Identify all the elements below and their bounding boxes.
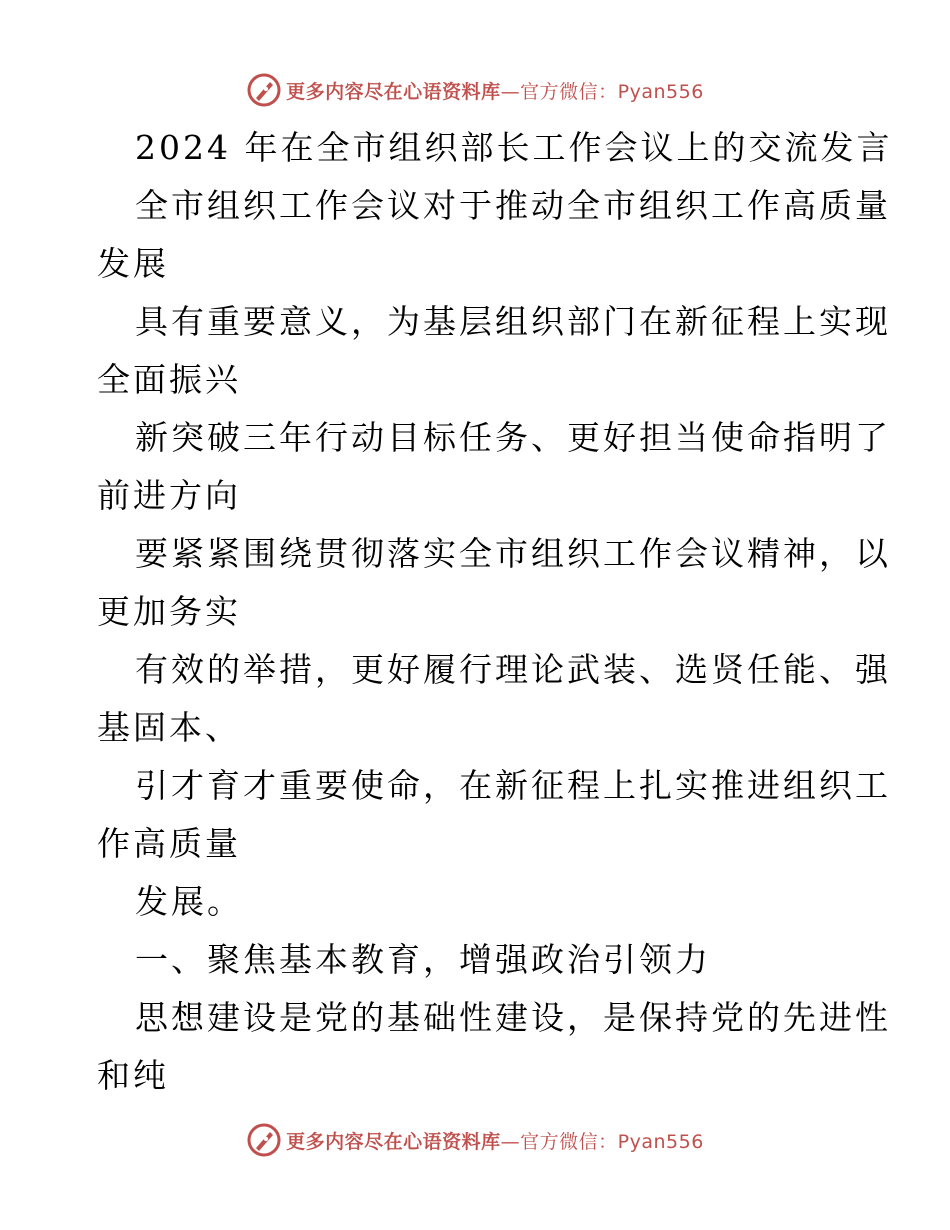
pen-logo-icon — [246, 1122, 282, 1158]
paragraph-line: 发展。 — [135, 882, 243, 921]
footer-watermark-banner — [0, 1120, 950, 1160]
paragraph-line: 作高质量 — [97, 824, 241, 863]
banner-text — [286, 1127, 704, 1154]
banner-text-main: 更多内容尽在心语资料库 — [286, 1130, 501, 1153]
banner-text-main: 更多内容尽在心语资料库 — [286, 80, 501, 103]
paragraph-line: 有效的举措，更好履行理论武装、选贤任能、强 — [135, 650, 891, 689]
banner-text-contact: —官方微信：Pyan556 — [500, 1130, 704, 1153]
paragraph-line: 思想建设是党的基础性建设，是保持党的先进性 — [135, 998, 891, 1037]
paragraph-line: 引才育才重要使命，在新征程上扎实推进组织工 — [135, 766, 891, 805]
paragraph-line: 新突破三年行动目标任务、更好担当使命指明了 — [135, 418, 891, 457]
paragraph-line: 全面振兴 — [97, 360, 241, 399]
document-title: 2024 年在全市组织部长工作会议上的交流发言 — [135, 128, 893, 167]
paragraph-line: 更加务实 — [97, 592, 241, 631]
paragraph-line: 要紧紧围绕贯彻落实全市组织工作会议精神，以 — [135, 534, 891, 573]
pen-logo-icon — [246, 72, 282, 108]
banner-text-contact: —官方微信：Pyan556 — [500, 80, 704, 103]
section-heading: 一、聚焦基本教育，增强政治引领力 — [135, 940, 711, 979]
paragraph-line: 具有重要意义，为基层组织部门在新征程上实现 — [135, 302, 891, 341]
paragraph-line: 发展 — [97, 244, 169, 283]
paragraph-line: 全市组织工作会议对于推动全市组织工作高质量 — [135, 186, 891, 225]
banner-text — [286, 77, 704, 104]
paragraph-line: 基固本、 — [97, 708, 241, 747]
paragraph-line: 和纯 — [97, 1056, 169, 1095]
paragraph-line: 前进方向 — [97, 476, 241, 515]
header-watermark-banner — [0, 70, 950, 110]
